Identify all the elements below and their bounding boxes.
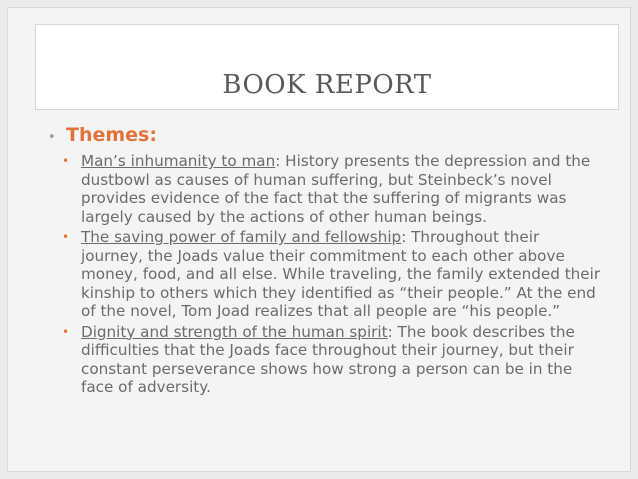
bullet-icon: •	[62, 230, 70, 244]
slide-content	[48, 124, 613, 399]
theme-separator: :	[401, 228, 407, 246]
slide-background	[7, 7, 631, 472]
themes-heading: Themes:	[66, 124, 157, 146]
theme-name: The saving power of family and fellowship	[81, 228, 402, 246]
theme-name: Man’s inhumanity to man	[81, 152, 276, 170]
themes-bullet-item	[48, 124, 613, 146]
bullet-icon: •	[62, 324, 70, 339]
title-box	[35, 24, 619, 110]
slide-title: BOOK REPORT	[222, 70, 432, 100]
theme-separator: :	[387, 322, 393, 341]
bullet-icon: •	[62, 154, 70, 168]
theme-item-inhumanity	[62, 152, 613, 226]
theme-description: The book describes the difficulties that the Joads face throughout their journey, but their constant perseverance shows how strong a person can be in the face of adversity.	[81, 322, 575, 396]
bullet-icon: •	[48, 130, 56, 145]
theme-item-text	[81, 152, 601, 226]
theme-item-text	[81, 228, 601, 321]
theme-separator: :	[275, 152, 281, 170]
theme-item-family	[62, 228, 613, 321]
theme-description: History presents the depression and the dustbowl as causes of human suffering, but Steinbeck’s novel provides evidence of the fact that the suffering of migrants was largely caused by the actions of other human beings.	[81, 152, 591, 226]
theme-description: Throughout their journey, the Joads value their commitment to each other above money, food, and all else. While traveling, the family extended their kinship to others which they identified as “their people.” At the end of the novel, Tom Joad realizes that all people are “his people.”	[81, 228, 601, 320]
theme-item-dignity	[62, 323, 613, 397]
theme-name: Dignity and strength of the human spirit	[81, 322, 388, 341]
theme-item-text	[81, 323, 601, 397]
